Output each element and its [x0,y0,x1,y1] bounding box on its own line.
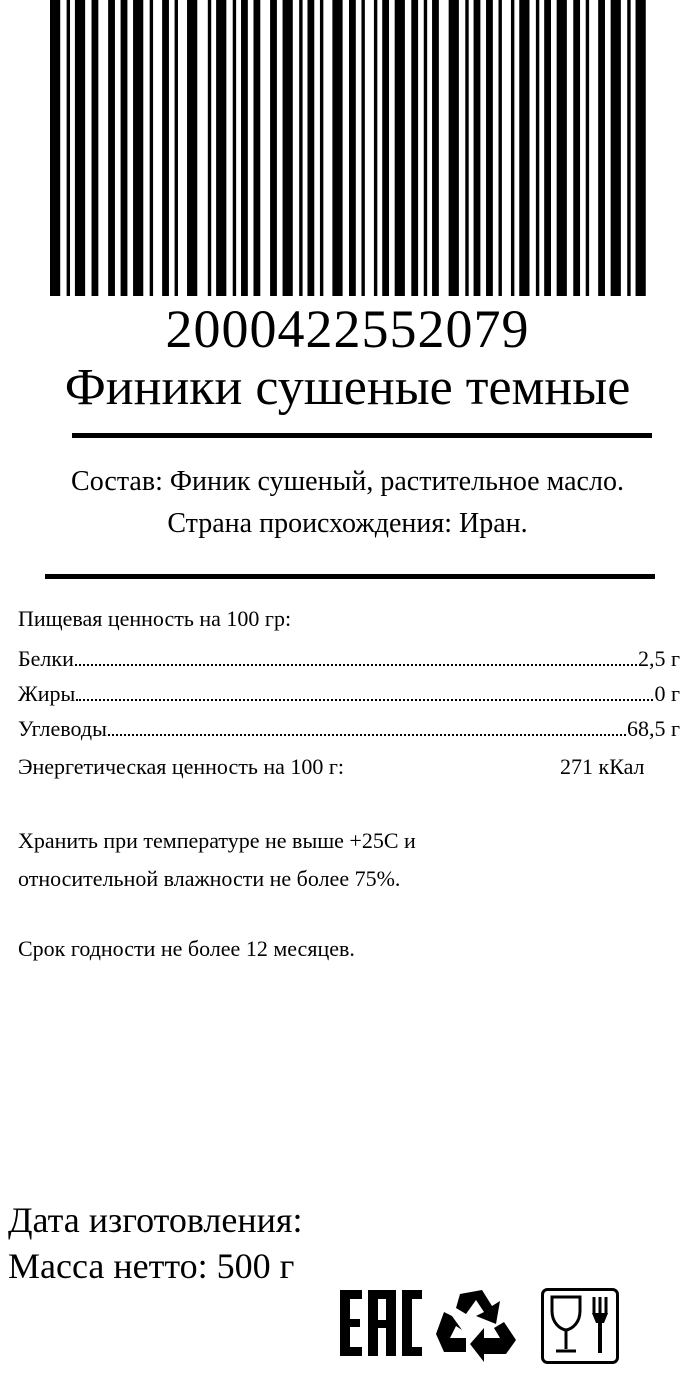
origin-country-text: Страна происхождения: Иран. [167,508,528,539]
nutrition-row-protein [18,644,680,674]
nutrition-row-fat [18,679,680,709]
shelf-life-text: Срок годности не более 12 месяцев. [18,936,355,961]
nutrition-heading: Пищевая ценность на 100 гр: [18,606,292,631]
nutrition-row-carbs [18,714,680,744]
nutrition-value: 0 г [654,681,680,706]
nutrition-value: 68,5 г [626,716,680,741]
nutrition-label: Жиры [18,681,76,706]
divider-top [72,433,652,438]
composition-text: Состав: Финик сушеный, растительное масло. [71,466,624,497]
divider-bottom [45,574,655,579]
dot-leader [76,699,653,701]
barcode-number: 2000422552079 [165,299,530,359]
energy-value: 271 кКал [560,754,645,779]
barcode-image [50,0,648,296]
recycle-icon [430,1284,520,1366]
storage-condition-line2: относительной влажности не более 75%. [18,866,401,891]
eac-mark-icon [338,1286,424,1360]
dot-leader [75,664,637,666]
dot-leader [108,734,626,736]
manufacture-date-label: Дата изготовления: [8,1200,303,1240]
food-safe-glass-fork-icon [540,1287,620,1365]
nutrition-value: 2,5 г [637,646,680,671]
product-title: Финики сушеные темные [64,359,631,416]
energy-label: Энергетическая ценность на 100 г: [18,754,345,779]
net-mass-text: Масса нетто: 500 г [8,1246,295,1286]
storage-condition-line1: Хранить при температуре не выше +25С и [18,828,416,853]
nutrition-label: Углеводы [18,716,107,741]
nutrition-label: Белки [18,646,74,671]
